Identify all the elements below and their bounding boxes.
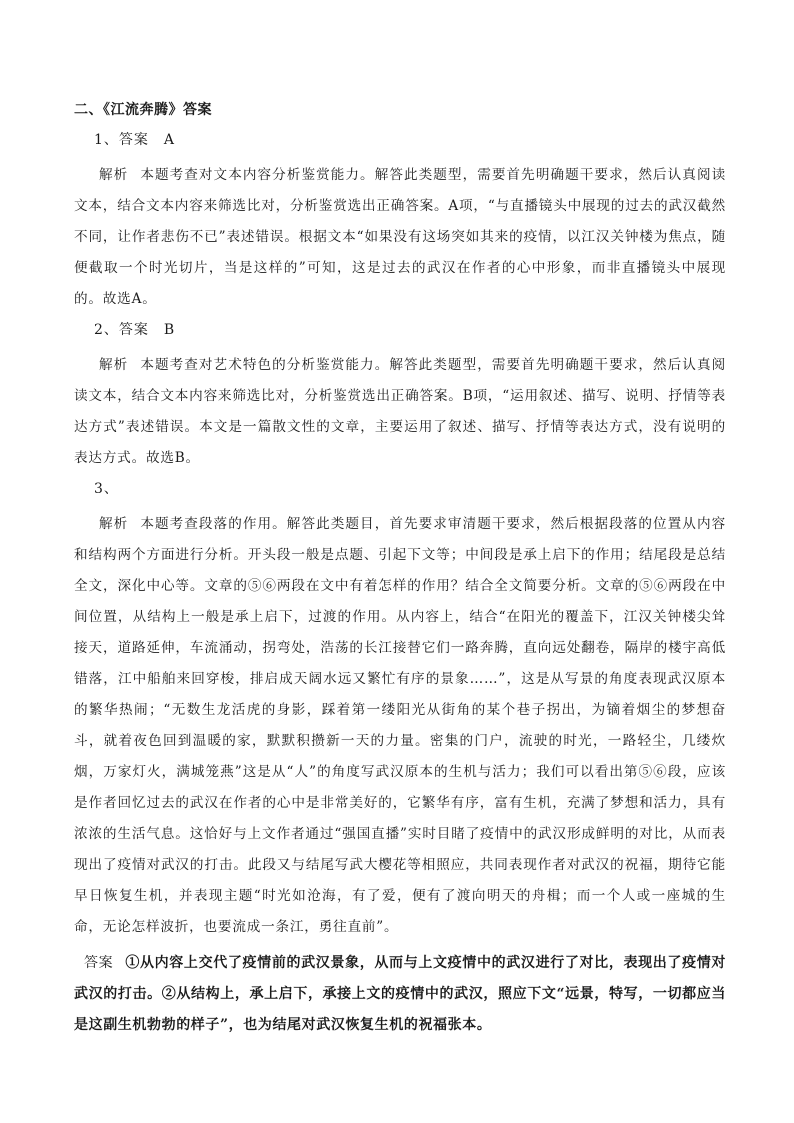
question-3-answer-text: ①从内容上交代了疫情前的武汉景象，从而与上文疫情中的武汉进行了对比，表现出了疫情对武汉的打击。②从结构上，承上启下，承接上文的疫情中的武汉，照应下文“远景，特写，一切都应当是这副生机勃勃的样子”，也为结尾对武汉恢复生机的祝福张本。: [74, 955, 726, 1033]
section-title: 二、《江流奔腾》答案: [74, 102, 212, 118]
answer-page: [74, 100, 726, 1041]
question-3-analysis: [74, 509, 726, 943]
question-3-analysis-label: 解析: [99, 516, 129, 532]
question-3-answer-line: 3、: [94, 481, 119, 497]
question-3-analysis-text: 本题考查段落的作用。解答此类题目，首先要求审清题干要求，然后根据段落的位置从内容和结构两个方面进行分析。开头段一般是点题、引起下文等；中间段是承上启下的作用；结尾段是总结全文，深化中心等。文章的⑤⑥两段在文中有着怎样的作用？结合全文简要分析。文章的⑤⑥两段在中间位置，从结构上一般是承上启下，过渡的作用。从内容上，结合“在阳光的覆盖下，江汉关钟楼尖耸接天，道路延伸，车流涌动，拐弯处，浩荡的长江接替它们一路奔腾，直向远处翻卷，隔岸的楼宇高低错落，江中船舶来回穿梭，排启成天阔水远又繁忙有序的景象……”，这是从写景的角度表现武汉原本的繁华热闹；“无数生龙活虎的身影，踩着第一缕阳光从街角的某个巷子拐出，为镝着烟尘的梦想奋斗，就着夜色回到温暖的家，默默积攒新一天的力量。密集的门户，流驶的时光，一路轻尘，几缕炊烟，万家灯火，满城笼燕”这是从“人”的角度写武汉原本的生机与活力；我们可以看出第⑤⑥段，应该是作者回忆过去的武汉在作者的心中是非常美好的，它繁华有序，富有生机，充满了梦想和活力，具有浓浓的生活气息。这恰好与上文作者通过“强国直播”实时目睹了疫情中的武汉形成鲜明的对比，从而表现出了疫情对武汉的打击。此段又与结尾写武大樱花等相照应，共同表现作者对武汉的祝福，期待它能早日恢复生机，并表现主题“时光如沧海，有了爱，便有了渡向明天的舟楫；而一个人或一座城的生命，无论怎样波折，也要流成一条江，勇往直前”。: [74, 516, 727, 935]
question-1-analysis: [74, 160, 726, 315]
question-1-analysis-text: 本题考查对文本内容分析鉴赏能力。解答此类题型，需要首先明确题干要求，然后认真阅读文本，结合文本内容来筛选比对，分析鉴赏选出正确答案。A项，“与直播镜头中展现的过去的武汉截然不同，让作者悲伤不已”表述错误。根据文本“如果没有这场突如其来的疫情，以江汉关钟楼为焦点，随便截取一个时光切片，当是这样的”可知，这是过去的武汉在作者的心中形象，而非直播镜头中展现的。故选A。: [74, 167, 727, 307]
question-2-analysis-label: 解析: [99, 357, 129, 373]
question-1-analysis-label: 解析: [99, 167, 129, 183]
question-1-answer-line: 1、答案 A: [94, 132, 176, 148]
question-3-answer: [74, 948, 726, 1041]
question-2-answer-line: 2、答案 B: [94, 322, 176, 338]
question-2-analysis: [74, 350, 726, 474]
question-2-analysis-text: 本题考查对艺术特色的分析鉴赏能力。解答此类题型，需要首先明确题干要求，然后认真阅读文本，结合文本内容来筛选比对，分析鉴赏选出正确答案。B项，“运用叙述、描写、说明、抒情等表达方式”表述错误。本文是一篇散文性的文章，主要运用了叙述、描写、抒情等表达方式，没有说明的表达方式。故选B。: [74, 357, 727, 466]
question-3-answer-label: 答案: [84, 955, 114, 971]
